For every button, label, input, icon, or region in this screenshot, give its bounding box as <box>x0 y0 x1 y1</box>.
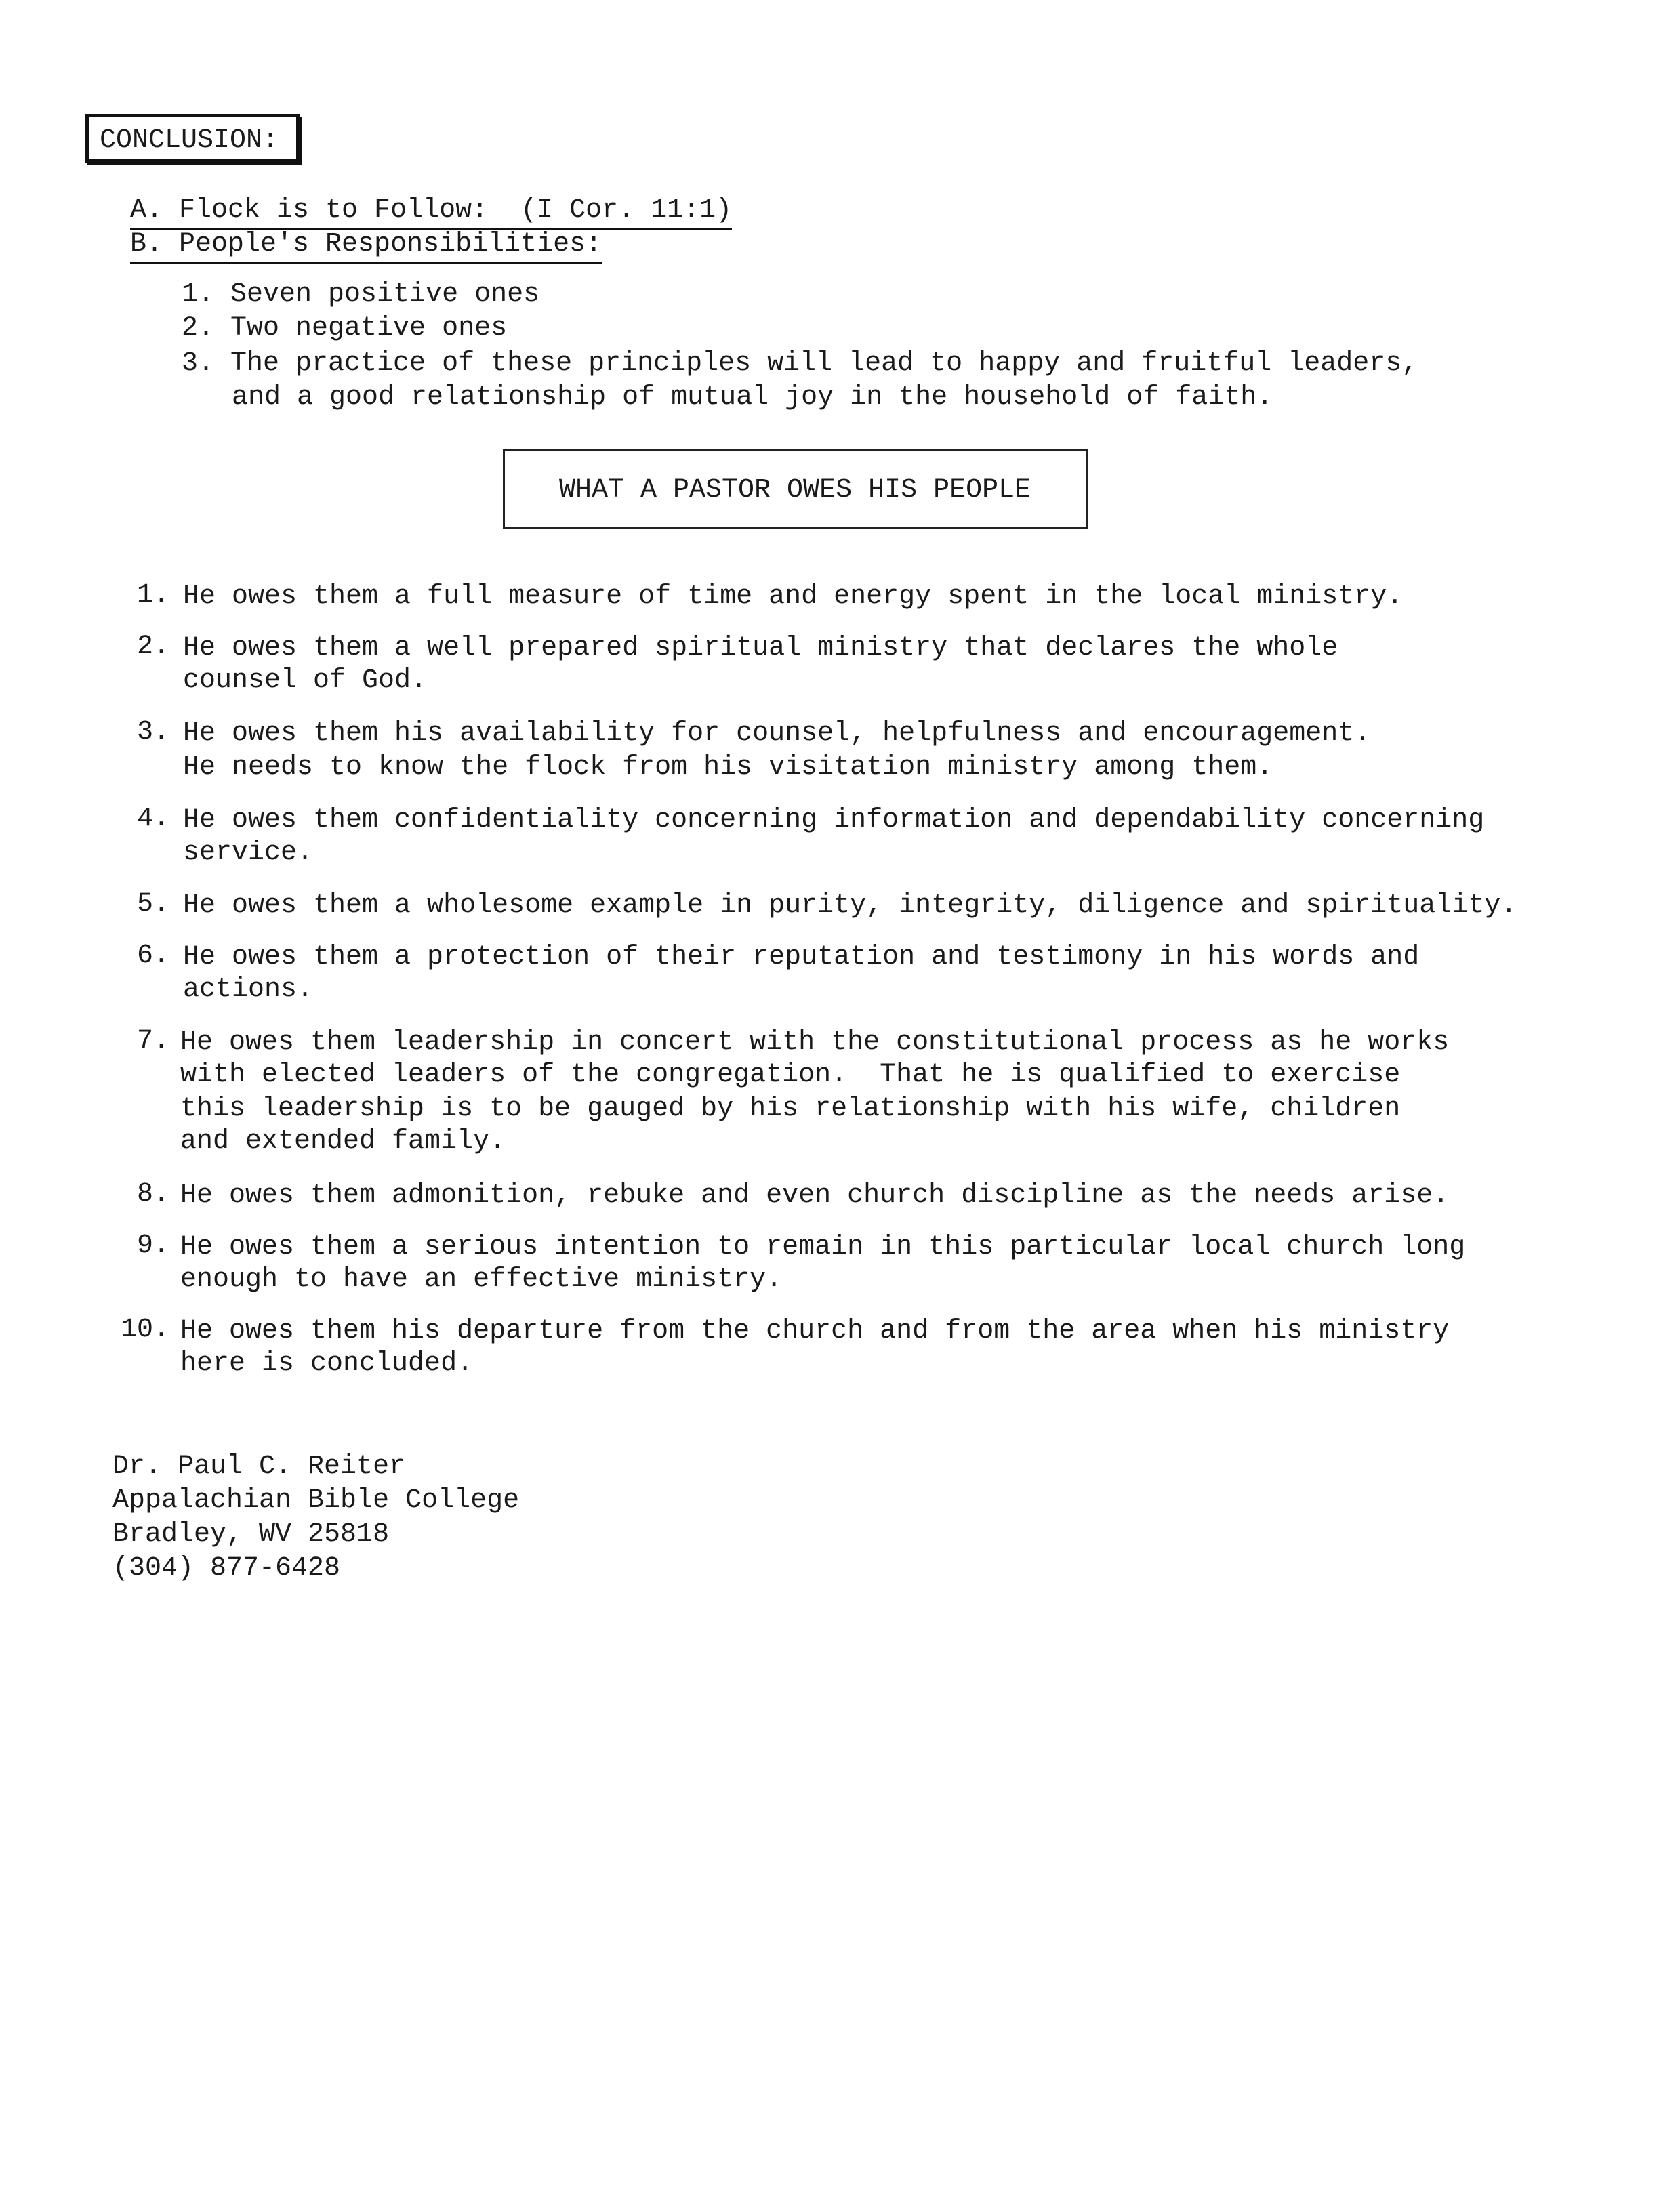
list-item-line: He owes them his departure from the church and from the area when his ministry <box>180 1316 1450 1346</box>
list-item-line: He owes them a wholesome example in purity, integrity, diligence and spirituality. <box>183 890 1517 921</box>
list-item-number: 3. <box>136 717 169 747</box>
list-item-line: He owes them admonition, rebuke and even church discipline as the needs arise. <box>180 1180 1450 1211</box>
list-item-line: He owes them a protection of their reputation and testimony in his words and <box>183 942 1420 972</box>
list-item-line: He needs to know the flock from his visitation ministry among them. <box>183 752 1273 783</box>
list-item-line: He owes them his availability for counsel, helpfulness and encouragement. <box>183 718 1371 749</box>
list-item-line: with elected leaders of the congregation. That he is qualified to exercise <box>180 1060 1401 1090</box>
signature-phone: (304) 877-6428 <box>112 1553 341 1584</box>
list-item-line: service. <box>183 838 314 868</box>
list-item-number: 9. <box>136 1231 169 1261</box>
list-item-number: 6. <box>136 941 169 971</box>
list-item-line: He owes them leadership in concert with the constitutional process as he works <box>180 1027 1450 1058</box>
list-item-line: this leadership is to be gauged by his relationship with his wife, children <box>180 1094 1401 1124</box>
pastor-owes-title: WHAT A PASTOR OWES HIS PEOPLE <box>559 475 1031 505</box>
sub-item-2: 2. Two negative ones <box>182 313 508 344</box>
list-item-number: 8. <box>136 1179 169 1210</box>
list-item-line: counsel of God. <box>183 665 428 696</box>
signature-org: Appalachian Bible College <box>112 1485 520 1516</box>
list-item-line: He owes them confidentiality concerning information and dependability concerning <box>183 805 1485 835</box>
list-item-line: and extended family. <box>180 1126 506 1157</box>
list-item-number: 2. <box>136 632 169 662</box>
sub-item-3-continued: and a good relationship of mutual joy in the household of faith. <box>232 382 1273 413</box>
list-item-number: 5. <box>136 889 169 920</box>
sub-item-1: 1. Seven positive ones <box>182 279 540 310</box>
list-item-number: 10. <box>120 1315 169 1345</box>
signature-name: Dr. Paul C. Reiter <box>112 1451 406 1482</box>
sub-item-3: 3. The practice of these principles will lead to happy and fruitful leaders, <box>182 348 1418 379</box>
list-item-line: actions. <box>183 974 314 1005</box>
list-item-number: 4. <box>136 804 169 834</box>
list-item-line: enough to have an effective ministry. <box>180 1264 783 1295</box>
list-item-line: He owes them a full measure of time and energy spent in the local ministry. <box>183 581 1404 612</box>
point-a: A. Flock is to Follow: (I Cor. 11:1) <box>130 194 732 230</box>
point-b: B. People's Responsibilities: <box>130 228 602 264</box>
pastor-owes-title-box <box>503 449 1088 529</box>
list-item-number: 7. <box>136 1026 169 1056</box>
list-item-number: 1. <box>136 580 169 611</box>
signature-address: Bradley, WV 25818 <box>112 1519 390 1550</box>
conclusion-heading: CONCLUSION: <box>100 125 279 156</box>
list-item-line: He owes them a serious intention to remain in this particular local church long <box>180 1232 1466 1262</box>
conclusion-heading-box <box>85 114 300 163</box>
list-item-line: He owes them a well prepared spiritual ministry that declares the whole <box>183 633 1338 663</box>
list-item-line: here is concluded. <box>180 1348 474 1379</box>
